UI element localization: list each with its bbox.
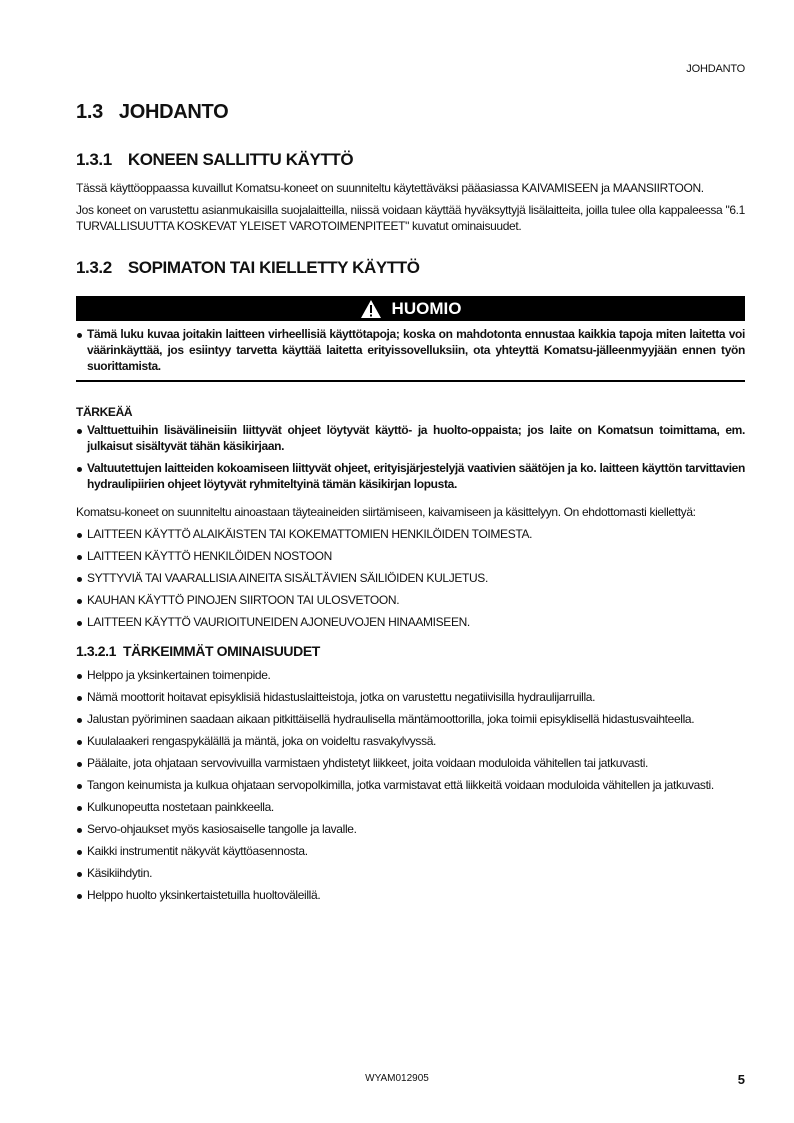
section-heading-1-3-1 <box>76 150 745 170</box>
forbidden-item: LAITTEEN KÄYTTÖ ALAIKÄISTEN TAI KOKEMATTOMIEN HENKILÖIDEN TOIMESTA. <box>76 526 745 542</box>
section-title: SOPIMATON TAI KIELLETTY KÄYTTÖ <box>127 258 420 277</box>
section-number: 1.3.2 <box>76 258 112 277</box>
section-number: 1.3 <box>76 101 103 123</box>
section-title: TÄRKEIMMÄT OMINAISUUDET <box>123 643 320 659</box>
feature-item: Helppo ja yksinkertainen toimenpide. <box>76 667 745 683</box>
section-heading-1-3 <box>76 100 745 124</box>
forbidden-item: LAITTEEN KÄYTTÖ HENKILÖIDEN NOSTOON <box>76 548 745 564</box>
feature-item: Jalustan pyöriminen saadaan aikaan pitkittäisellä hydraulisella mäntämoottorilla, joka toimii episyklisellä hidastusvaihteella. <box>76 711 745 727</box>
paragraph: Komatsu-koneet on suunniteltu ainoastaan täyteaineiden siirtämiseen, kaivamiseen ja käsittelyyn. On ehdottomasti kiellettyä: <box>76 505 696 519</box>
section-number: 1.3.1 <box>76 150 112 169</box>
running-header: JOHDANTO <box>686 63 745 75</box>
important-item: Valtuutettujen laitteiden kokoamiseen liittyvät ohjeet, erityisjärjestelyjä vaativien säätöjen ja ko. laitteen käyttön tarvittavien hydraulipiirien ohjeet löytyvät ryhmiteltyinä tämän käsikirjan lopusta. <box>76 460 745 492</box>
forbidden-item: SYTTYVIÄ TAI VAARALLISIA AINEITA SISÄLTÄVIEN SÄILIÖIDEN KULJETUS. <box>76 570 745 586</box>
feature-item: Nämä moottorit hoitavat episyklisiä hidastuslaitteistoja, jotka on varustettu negatiivisilla hydraulijarruilla. <box>76 689 745 705</box>
feature-item: Käsikiihdytin. <box>76 865 745 881</box>
forbidden-item: LAITTEEN KÄYTTÖ VAURIOITUNEIDEN AJONEUVOJEN HINAAMISEEN. <box>76 614 745 630</box>
paragraph: Jos koneet on varustettu asianmukaisilla suojalaitteilla, niissä voidaan käyttää hyväksyttyjä lisälaitteita, joilla tulee olla kappaleessa "6.1 TURVALLISUUTTA KOSKEVAT YLEISET VAROTOIMENPITEET" kuvatut ominaisuudet. <box>76 203 745 233</box>
caution-text: Tämä luku kuvaa joitakin laitteen virheellisiä käyttötapoja; koska on mahdotonta ennustaa kaikkia tapoja miten laitetta voi väärinkäyttää, jos esiintyy tarvetta käyttää laitetta erityissovelluksiin, ota yhteyttä Komatsu-jälleenmyyjään ennen työn suorittamista. <box>76 326 745 374</box>
divider <box>76 380 745 382</box>
feature-item: Tangon keinumista ja kulkua ohjataan servopolkimilla, jotka varmistavat että liikkeitä voidaan moduloida vähitellen ja jatkuvasti. <box>76 777 745 793</box>
section-number: 1.3.2.1 <box>76 643 117 659</box>
page-content <box>76 100 745 903</box>
important-label: TÄRKEÄÄ <box>76 405 133 419</box>
caution-banner <box>76 296 745 321</box>
forbidden-item: KAUHAN KÄYTTÖ PINOJEN SIIRTOON TAI ULOSVETOON. <box>76 592 745 608</box>
feature-item: Päälaite, jota ohjataan servovivuilla varmistaen yhdistetyt liikkeet, joita voidaan moduloida vähitellen tai jatkuvasti. <box>76 755 745 771</box>
section-heading-1-3-2 <box>76 258 745 278</box>
section-title: JOHDANTO <box>118 101 229 123</box>
paragraph: Tässä käyttöoppaassa kuvaillut Komatsu-koneet on suunniteltu käytettäväksi pääasiassa KAIVAMISEEN ja MAANSIIRTOON. <box>76 181 704 195</box>
feature-item: Kaikki instrumentit näkyvät käyttöasennosta. <box>76 843 745 859</box>
document-code: WYAM012905 <box>365 1073 429 1084</box>
important-item: Valttuettuihin lisävälineisiin liittyvät ohjeet löytyvät käyttö- ja huolto-oppaista; jos laite on Komatsun toimittama, em. julkaisut sisältyvät tähän käsikirjaan. <box>76 422 745 454</box>
warning-triangle-icon <box>360 299 382 319</box>
page-number: 5 <box>737 1072 745 1087</box>
caution-label: HUOMIO <box>391 298 462 318</box>
feature-item: Kulkunopeutta nostetaan painkkeella. <box>76 799 745 815</box>
section-heading-1-3-2-1 <box>76 642 745 660</box>
feature-item: Kuulalaakeri rengaspykälällä ja mäntä, joka on voideltu rasvakylvyssä. <box>76 733 745 749</box>
feature-item: Helppo huolto yksinkertaistetuilla huoltoväleillä. <box>76 887 745 903</box>
section-title: KONEEN SALLITTU KÄYTTÖ <box>127 150 354 169</box>
feature-item: Servo-ohjaukset myös kasiosaiselle tangolle ja lavalle. <box>76 821 745 837</box>
